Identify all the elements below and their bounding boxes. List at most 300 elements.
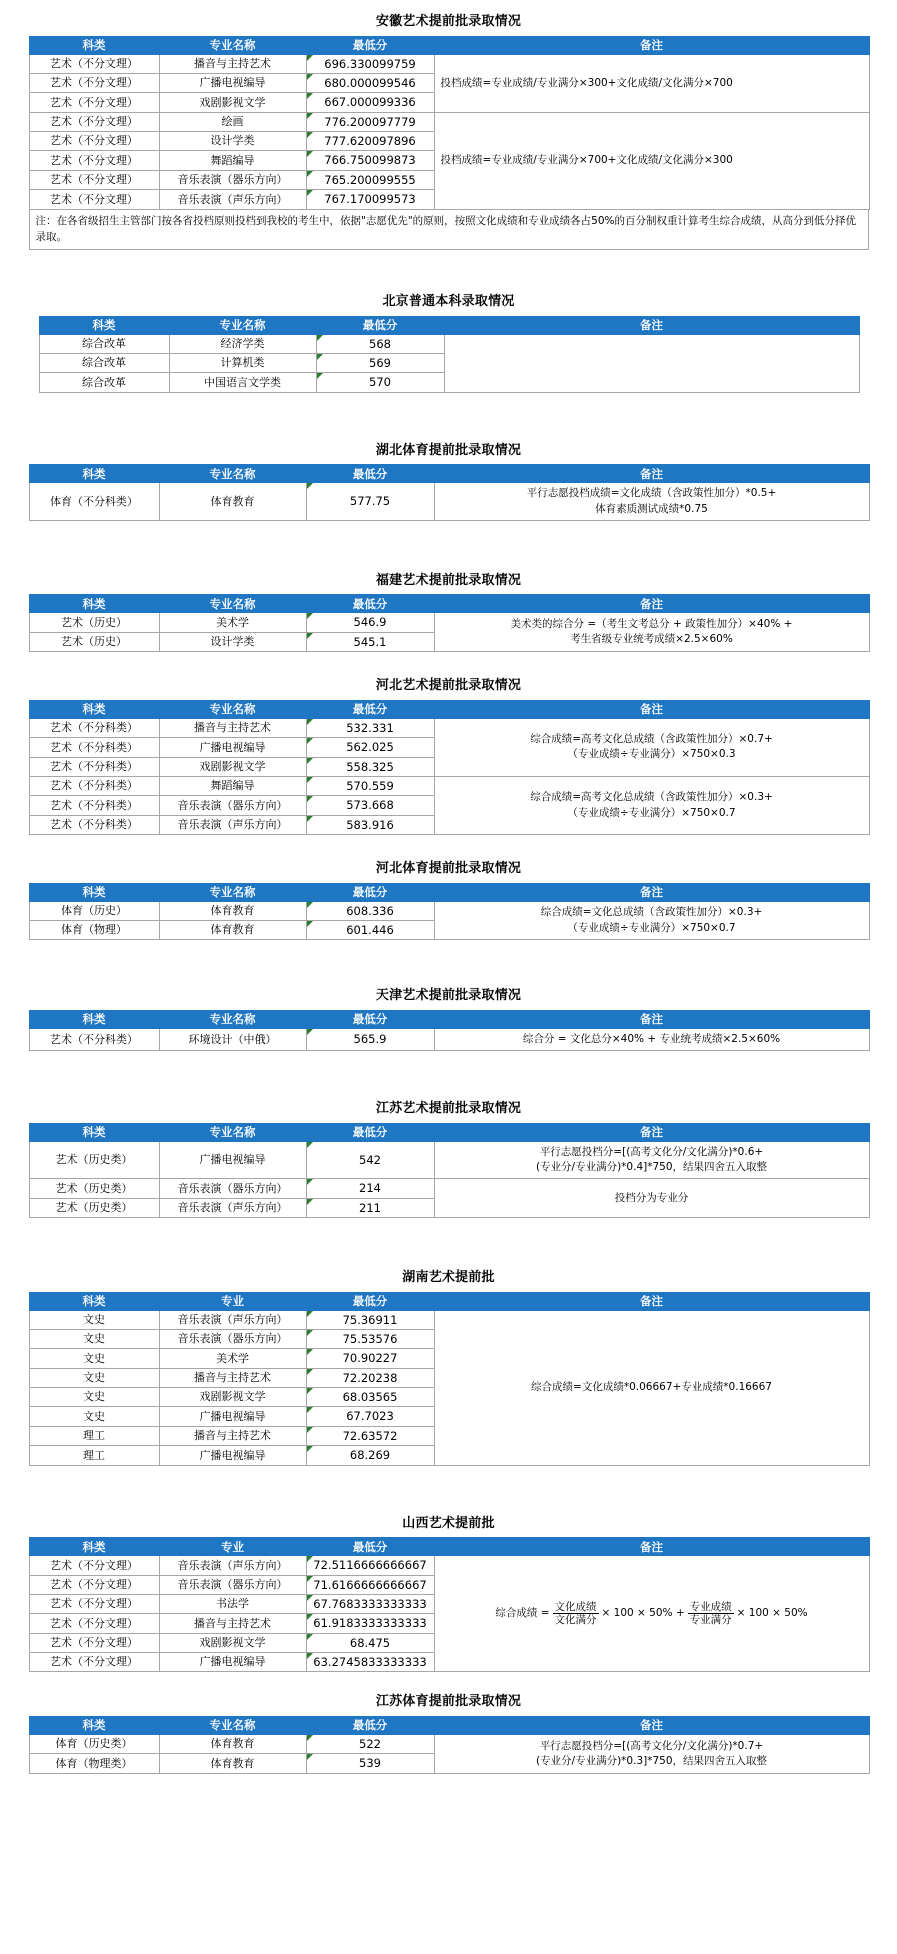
- table-header-row: [29, 1717, 869, 1735]
- cell-major: 广播电视编导: [159, 73, 306, 92]
- note-line: 投档成绩=专业成绩/专业满分×700+文化成绩/文化满分×300: [440, 154, 733, 167]
- column-header: 专业名称: [159, 465, 306, 483]
- section-title-hebei-sport: 河北体育提前批录取情况: [375, 861, 522, 877]
- cell-note: [434, 613, 869, 652]
- cell-kelei: 艺术（历史）: [29, 632, 159, 651]
- table-header-row: [29, 700, 869, 718]
- section-title-anhui-art: 安徽艺术提前批录取情况: [375, 14, 522, 29]
- cell-kelei: 艺术（不分文理）: [29, 1633, 159, 1652]
- table-row: [39, 334, 859, 353]
- cell-major: 音乐表演（声乐方向）: [159, 190, 306, 209]
- table-header-row: [29, 883, 869, 901]
- section-spacer: [0, 652, 897, 678]
- score-value: 546.9: [353, 615, 387, 630]
- column-header: 最低分: [306, 465, 434, 483]
- table-row: [29, 1310, 869, 1329]
- cell-kelei: 艺术（不分文理）: [29, 1594, 159, 1613]
- note-line: （专业成绩÷专业满分）×750×0.3: [567, 748, 736, 761]
- cell-note: [434, 718, 869, 776]
- cell-major: 广播电视编导: [159, 1653, 306, 1672]
- score-value: 522: [359, 1737, 381, 1752]
- note-line: 综合分 = 文化总分×40% + 专业统考成绩×2.5×60%: [522, 1033, 781, 1045]
- cell-kelei: 艺术（不分文理）: [29, 54, 159, 73]
- cell-major: 播音与主持艺术: [159, 1426, 306, 1445]
- cell-major: 戏剧影视文学: [159, 757, 306, 776]
- cell-score: [306, 718, 434, 737]
- cell-kelei: 文史: [29, 1388, 159, 1407]
- column-header: 科类: [29, 36, 159, 54]
- cell-note: [434, 1735, 869, 1774]
- score-value: 565.9: [353, 1032, 387, 1047]
- column-header: 备注: [434, 465, 869, 483]
- cell-major: 美术学: [159, 1349, 306, 1368]
- cell-kelei: 艺术（不分科类）: [29, 1029, 159, 1051]
- cell-kelei: 艺术（不分文理）: [29, 112, 159, 131]
- cell-score: [306, 1754, 434, 1773]
- column-header: 科类: [29, 1292, 159, 1310]
- score-value: 776.200097779: [324, 114, 416, 129]
- cell-kelei: 艺术（不分文理）: [29, 1556, 159, 1575]
- section-anhui-art: [29, 0, 869, 250]
- cell-score: [306, 815, 434, 834]
- cell-score: [306, 73, 434, 92]
- column-header: 备注: [434, 1011, 869, 1029]
- cell-major: 广播电视编导: [159, 1141, 306, 1178]
- cell-score: [306, 1633, 434, 1652]
- section-title-hunan-art: 湖南艺术提前批: [402, 1270, 495, 1285]
- score-value: 539: [359, 1756, 381, 1771]
- table-row: [29, 1141, 869, 1178]
- score-value: 68.269: [349, 1448, 391, 1463]
- column-header: 最低分: [306, 595, 434, 613]
- section-spacer: [0, 1466, 897, 1516]
- note-line: 综合成绩=文化成绩*0.06667+专业成绩*0.16667: [531, 1380, 772, 1393]
- cell-note: [444, 334, 859, 392]
- table-row: [29, 1735, 869, 1754]
- score-value: 63.2745833333333: [313, 1655, 427, 1670]
- cell-kelei: 艺术（不分科类）: [29, 796, 159, 815]
- cell-kelei: 体育（历史类）: [29, 1735, 159, 1754]
- table-header-row: [29, 1292, 869, 1310]
- table-hunan-art: [29, 1292, 870, 1466]
- score-value: 70.90227: [342, 1351, 398, 1366]
- cell-score: [306, 1368, 434, 1387]
- table-row: [29, 1029, 869, 1051]
- section-hunan-art: [29, 1270, 869, 1466]
- cell-major: 戏剧影视文学: [159, 93, 306, 112]
- cell-score: [306, 93, 434, 112]
- formula-mid-2: × 100 × 50%: [736, 1607, 808, 1620]
- section-title-fujian-art: 福建艺术提前批录取情况: [375, 572, 522, 588]
- cell-kelei: 艺术（不分文理）: [29, 73, 159, 92]
- column-header: 最低分: [306, 1538, 434, 1556]
- cell-kelei: 艺术（历史类）: [29, 1198, 159, 1217]
- table-footnote: 注：在各省级招生主管部门按各省投档原则投档到我校的考生中，依据"志愿优先"的原则，按照文化成绩和专业成绩各占50%的百分制权重计算考生综合成绩，从高分到低分择优录取。: [29, 210, 869, 251]
- cell-kelei: 体育（历史）: [29, 901, 159, 920]
- score-value: 558.325: [346, 759, 394, 774]
- section-title-hubei-sport: 湖北体育提前批录取情况: [375, 442, 522, 458]
- section-spacer: [0, 940, 897, 988]
- cell-major: 音乐表演（声乐方向）: [159, 1556, 306, 1575]
- cell-score: [306, 738, 434, 757]
- cell-major: 环境设计（中俄）: [159, 1029, 306, 1051]
- cell-major: 美术学: [159, 613, 306, 632]
- cell-major: 播音与主持艺术: [159, 1368, 306, 1387]
- cell-note: [434, 54, 869, 112]
- note-line: (专业分/专业满分)*0.3]*750，结果四舍五入取整: [535, 1754, 768, 1767]
- cell-kelei: 文史: [29, 1368, 159, 1387]
- column-header: 科类: [29, 1123, 159, 1141]
- cell-kelei: 艺术（不分文理）: [29, 170, 159, 189]
- column-header: 备注: [434, 1538, 869, 1556]
- cell-score: [306, 190, 434, 209]
- score-value: 68.475: [349, 1635, 391, 1650]
- column-header: 专业名称: [159, 1717, 306, 1735]
- table-jiangsu-art: [29, 1123, 870, 1218]
- section-hubei-sport: [29, 443, 869, 521]
- cell-note: [434, 112, 869, 209]
- cell-kelei: 艺术（不分科类）: [29, 815, 159, 834]
- table-row: [29, 112, 869, 131]
- cell-major: 经济学类: [169, 334, 316, 353]
- section-jiangsu-sport: [29, 1694, 869, 1773]
- cell-score: [306, 1198, 434, 1217]
- cell-kelei: 艺术（不分文理）: [29, 93, 159, 112]
- cell-kelei: 艺术（不分文理）: [29, 1614, 159, 1633]
- cell-kelei: 艺术（不分文理）: [29, 151, 159, 170]
- section-spacer: [0, 835, 897, 861]
- cell-score: [306, 901, 434, 920]
- column-header: 最低分: [306, 1717, 434, 1735]
- column-header: 科类: [29, 465, 159, 483]
- score-value: 211: [359, 1200, 381, 1215]
- section-fujian-art: [29, 573, 869, 652]
- cell-formula-note: [434, 1556, 869, 1672]
- cell-note: [434, 483, 869, 520]
- column-header: 科类: [39, 316, 169, 334]
- cell-major: 体育教育: [159, 1735, 306, 1754]
- cell-major: 戏剧影视文学: [159, 1633, 306, 1652]
- score-value: 72.5116666666667: [313, 1558, 427, 1573]
- cell-score: [306, 1653, 434, 1672]
- cell-kelei: 艺术（历史）: [29, 613, 159, 632]
- score-value: 61.9183333333333: [313, 1616, 427, 1631]
- cell-score: [316, 373, 444, 392]
- formula-expression: [495, 1601, 807, 1626]
- table-row: [29, 901, 869, 920]
- note-line: 平行志愿投档分=[(高考文化分/文化满分)*0.6+: [539, 1145, 764, 1158]
- column-header: 备注: [434, 1717, 869, 1735]
- note-line: 体育素质测试成绩*0.75: [595, 502, 708, 515]
- table-hebei-sport: [29, 883, 870, 941]
- column-header: 专业: [159, 1292, 306, 1310]
- column-header: 科类: [29, 1717, 159, 1735]
- score-value: 72.20238: [342, 1370, 398, 1385]
- column-header: 最低分: [306, 1292, 434, 1310]
- cell-major: 广播电视编导: [159, 738, 306, 757]
- cell-score: [306, 1614, 434, 1633]
- cell-major: 音乐表演（声乐方向）: [159, 1310, 306, 1329]
- table-header-row: [29, 1538, 869, 1556]
- section-spacer: [0, 1218, 897, 1270]
- score-value: 767.170099573: [324, 192, 416, 207]
- cell-major: 设计学类: [159, 132, 306, 151]
- note-line: 考生省级专业统考成绩×2.5×60%: [570, 633, 733, 646]
- cell-major: 音乐表演（器乐方向）: [159, 1575, 306, 1594]
- score-value: 568: [369, 336, 391, 351]
- column-header: 备注: [444, 316, 859, 334]
- section-title-tianjin-art: 天津艺术提前批录取情况: [375, 988, 522, 1004]
- score-value: 766.750099873: [324, 153, 416, 168]
- column-header: 专业名称: [159, 1011, 306, 1029]
- cell-score: [306, 613, 434, 632]
- score-value: 75.53576: [342, 1331, 398, 1346]
- cell-kelei: 艺术（不分科类）: [29, 776, 159, 795]
- cell-kelei: 体育（物理类）: [29, 1754, 159, 1773]
- score-value: 667.000099336: [324, 95, 416, 110]
- table-row: [29, 613, 869, 632]
- note-line: 综合成绩=高考文化总成绩（含政策性加分）×0.7+: [530, 733, 773, 746]
- table-fujian-art: [29, 594, 870, 652]
- note-line: 投档分为专业分: [614, 1191, 689, 1204]
- cell-major: 计算机类: [169, 354, 316, 373]
- section-title-jiangsu-sport: 江苏体育提前批录取情况: [375, 1694, 522, 1710]
- score-value: 777.620097896: [324, 134, 416, 149]
- column-header: 最低分: [306, 1123, 434, 1141]
- score-value: 532.331: [346, 720, 394, 735]
- cell-score: [306, 921, 434, 940]
- cell-major: 戏剧影视文学: [159, 1388, 306, 1407]
- cell-kelei: 体育（物理）: [29, 921, 159, 940]
- column-header: 科类: [29, 1538, 159, 1556]
- score-value: 72.63572: [342, 1428, 398, 1443]
- cell-score: [316, 334, 444, 353]
- score-value: 570.559: [346, 778, 394, 793]
- cell-kelei: 文史: [29, 1329, 159, 1348]
- table-beijing-benke: [39, 316, 860, 393]
- cell-major: 音乐表演（器乐方向）: [159, 170, 306, 189]
- section-tianjin-art: [29, 988, 869, 1051]
- section-title-hebei-art: 河北艺术提前批录取情况: [375, 678, 522, 694]
- cell-kelei: 艺术（历史类）: [29, 1179, 159, 1198]
- cell-score: [306, 1407, 434, 1426]
- column-header: 科类: [29, 700, 159, 718]
- cell-major: 音乐表演（器乐方向）: [159, 796, 306, 815]
- table-hebei-art: [29, 700, 870, 835]
- cell-kelei: 理工: [29, 1426, 159, 1445]
- score-value: 562.025: [346, 740, 394, 755]
- column-header: 备注: [434, 595, 869, 613]
- cell-note: [434, 1310, 869, 1465]
- cell-kelei: 艺术（不分科类）: [29, 757, 159, 776]
- cell-major: 播音与主持艺术: [159, 718, 306, 737]
- cell-major: 体育教育: [159, 483, 306, 520]
- cell-kelei: 文史: [29, 1407, 159, 1426]
- table-tianjin-art: [29, 1010, 870, 1051]
- table-header-row: [39, 316, 859, 334]
- score-value: 573.668: [346, 798, 394, 813]
- cell-score: [306, 483, 434, 520]
- cell-kelei: 艺术（不分文理）: [29, 1653, 159, 1672]
- cell-kelei: 艺术（不分文理）: [29, 1575, 159, 1594]
- section-spacer: [0, 521, 897, 573]
- cell-score: [306, 632, 434, 651]
- cell-major: 音乐表演（声乐方向）: [159, 1198, 306, 1217]
- score-value: 71.6166666666667: [313, 1577, 427, 1592]
- cell-major: 体育教育: [159, 921, 306, 940]
- cell-major: 音乐表演（声乐方向）: [159, 815, 306, 834]
- column-header: 备注: [434, 36, 869, 54]
- table-header-row: [29, 465, 869, 483]
- cell-note: [434, 901, 869, 940]
- cell-kelei: 综合改革: [39, 373, 169, 392]
- score-value: 542: [359, 1152, 381, 1167]
- note-line: 平行志愿投档分=[(高考文化分/文化满分)*0.7+: [539, 1739, 764, 1752]
- cell-major: 广播电视编导: [159, 1446, 306, 1465]
- score-value: 545.1: [353, 634, 387, 649]
- section-spacer: [0, 1051, 897, 1101]
- cell-score: [306, 1329, 434, 1348]
- cell-major: 体育教育: [159, 901, 306, 920]
- column-header: 科类: [29, 595, 159, 613]
- score-value: 214: [359, 1181, 381, 1196]
- cell-score: [306, 1179, 434, 1198]
- column-header: 最低分: [306, 700, 434, 718]
- score-value: 608.336: [346, 903, 394, 918]
- cell-score: [306, 1556, 434, 1575]
- column-header: 备注: [434, 1123, 869, 1141]
- section-title-jiangsu-art: 江苏艺术提前批录取情况: [375, 1101, 522, 1117]
- section-shanxi-art: [29, 1516, 869, 1673]
- note-line: 平行志愿投档成绩=文化成绩（含政策性加分）*0.5+: [526, 487, 777, 500]
- cell-major: 舞蹈编导: [159, 776, 306, 795]
- column-header: 备注: [434, 1292, 869, 1310]
- column-header: 备注: [434, 700, 869, 718]
- cell-note: [434, 1029, 869, 1051]
- cell-score: [306, 170, 434, 189]
- cell-score: [306, 151, 434, 170]
- score-value: 569: [369, 356, 391, 371]
- table-row: [29, 483, 869, 520]
- cell-note: [434, 776, 869, 834]
- score-value: 577.75: [349, 494, 391, 509]
- column-header: 最低分: [306, 1011, 434, 1029]
- section-spacer: [0, 393, 897, 443]
- cell-kelei: 文史: [29, 1310, 159, 1329]
- score-value: 75.36911: [342, 1312, 398, 1327]
- table-header-row: [29, 595, 869, 613]
- note-line: 投档成绩=专业成绩/专业满分×300+文化成绩/文化满分×700: [440, 76, 733, 89]
- note-line: (专业分/专业满分)*0.4]*750，结果四舍五入取整: [535, 1161, 768, 1174]
- cell-score: [306, 1388, 434, 1407]
- note-line: 综合成绩=文化总成绩（含政策性加分）×0.3+: [540, 906, 763, 919]
- section-spacer: [0, 1774, 897, 1784]
- fraction-numerator: 专业成绩: [689, 1601, 732, 1614]
- table-header-row: [29, 1011, 869, 1029]
- cell-kelei: 文史: [29, 1349, 159, 1368]
- table-header-row: [29, 1123, 869, 1141]
- column-header: 专业名称: [169, 316, 316, 334]
- note-line: （专业成绩÷专业满分）×750×0.7: [567, 806, 736, 819]
- column-header: 最低分: [306, 883, 434, 901]
- note-line: （专业成绩÷专业满分）×750×0.7: [567, 921, 736, 934]
- note-line: 美术类的综合分 =（考生文考总分 + 政策性加分）×40% +: [510, 618, 793, 631]
- score-value: 67.7683333333333: [313, 1596, 427, 1611]
- fraction-denominator: 专业满分: [689, 1614, 732, 1627]
- cell-score: [306, 1735, 434, 1754]
- cell-major: 播音与主持艺术: [159, 54, 306, 73]
- column-header: 专业名称: [159, 883, 306, 901]
- cell-major: 体育教育: [159, 1754, 306, 1773]
- fraction-numerator: 文化成绩: [554, 1601, 597, 1614]
- score-value: 696.330099759: [324, 56, 416, 71]
- cell-major: 中国语言文学类: [169, 373, 316, 392]
- section-spacer: [0, 1672, 897, 1694]
- cell-kelei: 艺术（不分文理）: [29, 190, 159, 209]
- formula-mid-1: × 100 × 50% +: [601, 1607, 685, 1620]
- table-shanxi-art: [29, 1537, 870, 1672]
- note-line: 综合成绩=高考文化总成绩（含政策性加分）×0.3+: [530, 791, 773, 804]
- score-value: 583.916: [346, 817, 394, 832]
- formula-lead: 综合成绩 =: [495, 1607, 550, 1620]
- cell-kelei: 艺术（不分科类）: [29, 718, 159, 737]
- cell-score: [306, 1426, 434, 1445]
- score-value: 68.03565: [342, 1390, 398, 1405]
- column-header: 科类: [29, 883, 159, 901]
- cell-note: [434, 1179, 869, 1218]
- table-jiangsu-sport: [29, 1716, 870, 1774]
- cell-major: 音乐表演（器乐方向）: [159, 1179, 306, 1198]
- score-value: 67.7023: [346, 1409, 394, 1424]
- cell-major: 播音与主持艺术: [159, 1614, 306, 1633]
- section-hebei-sport: [29, 861, 869, 940]
- cell-major: 绘画: [159, 112, 306, 131]
- fraction-denominator: 文化满分: [554, 1614, 597, 1627]
- cell-kelei: 理工: [29, 1446, 159, 1465]
- table-hubei-sport: [29, 464, 870, 520]
- cell-score: [306, 1310, 434, 1329]
- score-value: 601.446: [346, 923, 394, 938]
- table-anhui-art: [29, 36, 870, 210]
- score-value: 570: [369, 375, 391, 390]
- section-title-shanxi-art: 山西艺术提前批: [402, 1515, 495, 1531]
- cell-kelei: 体育（不分科类）: [29, 483, 159, 520]
- score-value: 765.200099555: [324, 172, 416, 187]
- column-header: 最低分: [316, 316, 444, 334]
- cell-score: [306, 54, 434, 73]
- column-header: 专业名称: [159, 595, 306, 613]
- section-spacer: [0, 250, 897, 294]
- table-row: [29, 776, 869, 795]
- cell-kelei: 艺术（不分文理）: [29, 132, 159, 151]
- section-hebei-art: [29, 678, 869, 835]
- cell-score: [306, 757, 434, 776]
- cell-kelei: 综合改革: [39, 354, 169, 373]
- section-beijing-benke: [39, 294, 859, 393]
- table-row: [29, 1556, 869, 1575]
- column-header: 专业名称: [159, 36, 306, 54]
- cell-major: 设计学类: [159, 632, 306, 651]
- score-value: 680.000099546: [324, 75, 416, 90]
- table-row: [29, 54, 869, 73]
- cell-score: [306, 776, 434, 795]
- table-row: [29, 718, 869, 737]
- section-title-beijing-benke: 北京普通本科录取情况: [382, 294, 515, 310]
- cell-note: [434, 1141, 869, 1178]
- cell-kelei: 综合改革: [39, 334, 169, 353]
- table-header-row: [29, 36, 869, 54]
- cell-score: [306, 1141, 434, 1178]
